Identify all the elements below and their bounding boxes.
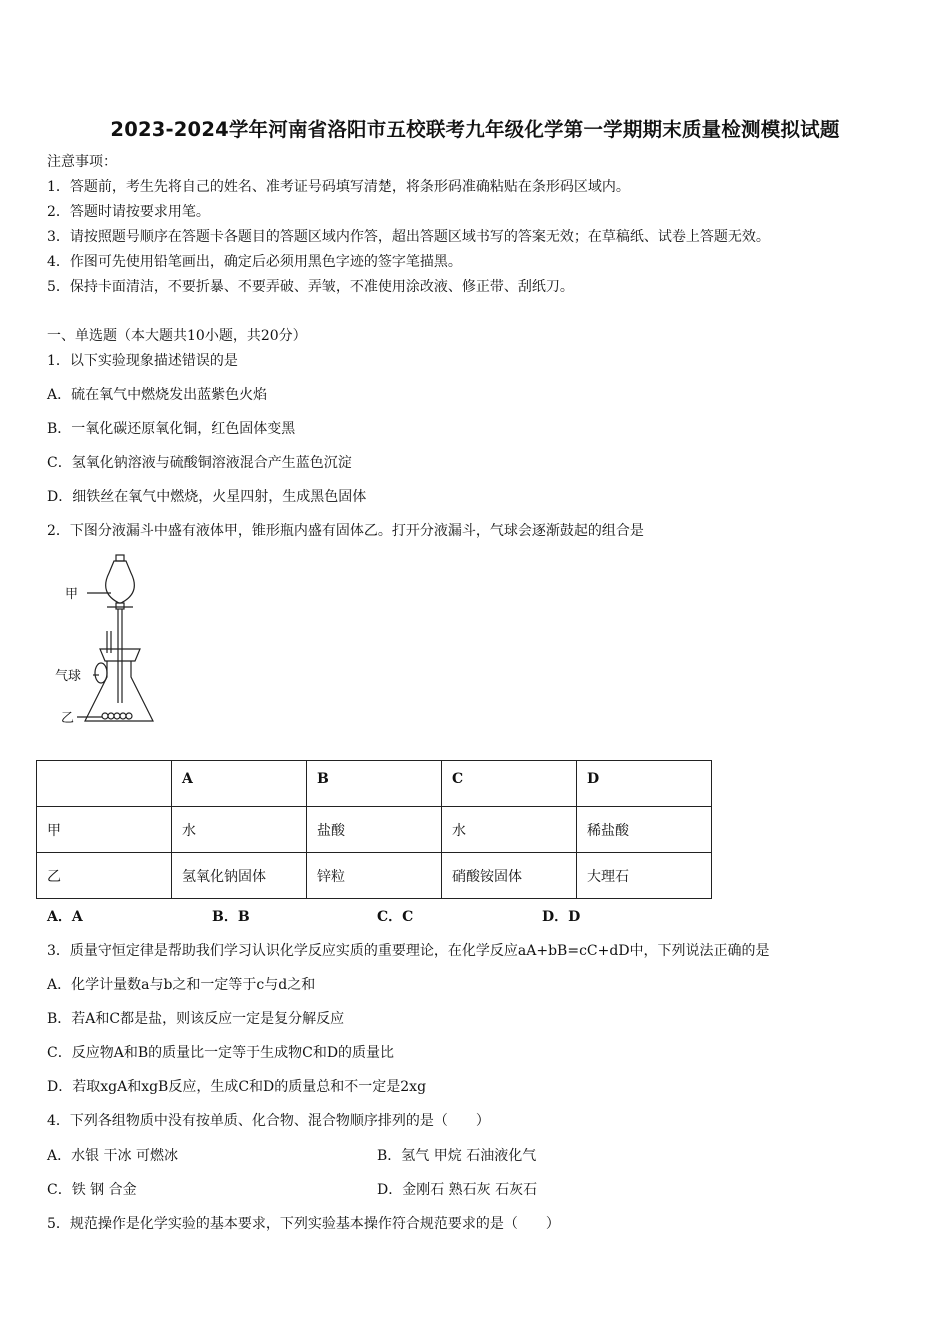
- table-row: [37, 853, 712, 899]
- question-5-stem: 5．规范操作是化学实验的基本要求，下列实验基本操作符合规范要求的是（ ）: [47, 1216, 560, 1232]
- table-cell: A: [172, 761, 307, 807]
- question-3-option-d: D．若取xgA和xgB反应，生成C和D的质量总和不一定是2xg: [47, 1079, 427, 1095]
- section-heading: 一、单选题（本大题共10小题，共20分）: [47, 328, 307, 344]
- table-cell: 水: [442, 807, 577, 853]
- question-1-option-b: B．一氧化碳还原氧化铜，红色固体变黑: [47, 421, 296, 437]
- note-item: 5．保持卡面清洁，不要折暴、不要弄破、弄皱，不准使用涂改液、修正带、刮纸刀。: [47, 279, 574, 295]
- solid-particle: [114, 713, 120, 719]
- table-cell: D: [577, 761, 712, 807]
- label-yi: 乙: [61, 711, 75, 726]
- table-cell: 大理石: [577, 853, 712, 899]
- answer-option-a: A．A: [47, 909, 83, 925]
- table-cell: 盐酸: [307, 807, 442, 853]
- note-item: 4．作图可先使用铅笔画出，确定后必须用黑色字迹的签字笔描黑。: [47, 254, 462, 270]
- stopcock: [116, 603, 124, 609]
- question-3-option-a: A．化学计量数a与b之和一定等于c与d之和: [47, 977, 316, 993]
- table-cell: 硝酸铵固体: [442, 853, 577, 899]
- question-3-stem: 3．质量守恒定律是帮助我们学习认识化学反应实质的重要理论，在化学反应aA+bB=cC+dD中，下列说法正确的是: [47, 943, 770, 959]
- table-cell: C: [442, 761, 577, 807]
- options-table: [36, 760, 712, 899]
- question-4-option-d: D．金刚石 熟石灰 石灰石: [377, 1182, 538, 1198]
- question-1-option-d: D．细铁丝在氧气中燃烧，火星四射，生成黑色固体: [47, 489, 367, 505]
- label-jia: 甲: [65, 587, 79, 602]
- table-cell: [37, 761, 172, 807]
- answer-option-c: C．C: [377, 909, 414, 925]
- apparatus-figure: [55, 553, 175, 733]
- question-2-stem: 2．下图分液漏斗中盛有液体甲，锥形瓶内盛有固体乙。打开分液漏斗，气球会逐渐鼓起的组合是: [47, 523, 644, 539]
- question-4-option-c: C．铁 钢 合金: [47, 1182, 137, 1198]
- question-1-stem: 1．以下实验现象描述错误的是: [47, 353, 238, 369]
- table-cell: 氢氧化钠固体: [172, 853, 307, 899]
- answer-option-b: B．B: [212, 909, 250, 925]
- table-cell: 乙: [37, 853, 172, 899]
- question-1-option-c: C．氢氧化钠溶液与硫酸铜溶液混合产生蓝色沉淀: [47, 455, 352, 471]
- answer-option-d: D．D: [542, 909, 581, 925]
- notes-heading: 注意事项：: [47, 154, 117, 170]
- balloon: [95, 663, 107, 683]
- question-1-option-a: A．硫在氧气中燃烧发出蓝紫色火焰: [47, 387, 268, 403]
- table-cell: 水: [172, 807, 307, 853]
- note-item: 2．答题时请按要求用笔。: [47, 204, 210, 220]
- solid-particle: [102, 713, 108, 719]
- solid-particle: [126, 713, 132, 719]
- table-cell: 锌粒: [307, 853, 442, 899]
- table-cell: 甲: [37, 807, 172, 853]
- page-title: 2023-2024学年河南省洛阳市五校联考九年级化学第一学期期末质量检测模拟试题: [110, 118, 840, 141]
- note-item: 3．请按照题号顺序在答题卡各题目的答题区域内作答，超出答题区域书写的答案无效；在草稿纸、试卷上答题无效。: [47, 229, 770, 245]
- solid-particle: [120, 713, 126, 719]
- table-cell: B: [307, 761, 442, 807]
- table-header-row: [37, 761, 712, 807]
- flask-stopper: [100, 649, 140, 661]
- question-4-stem: 4．下列各组物质中没有按单质、化合物、混合物顺序排列的是（ ）: [47, 1113, 490, 1129]
- question-4-option-b: B．氢气 甲烷 石油液化气: [377, 1148, 537, 1164]
- question-3-option-b: B．若A和C都是盐，则该反应一定是复分解反应: [47, 1011, 345, 1027]
- question-3-option-c: C．反应物A和B的质量比一定等于生成物C和D的质量比: [47, 1045, 395, 1061]
- table-row: [37, 807, 712, 853]
- solid-particle: [108, 713, 114, 719]
- table-cell: 稀盐酸: [577, 807, 712, 853]
- label-balloon: 气球: [55, 669, 82, 684]
- question-4-option-a: A．水银 干冰 可燃冰: [47, 1148, 179, 1164]
- separatory-funnel: [106, 561, 135, 603]
- funnel-stopper: [116, 555, 124, 561]
- note-item: 1．答题前，考生先将自己的姓名、准考证号码填写清楚，将条形码准确粘贴在条形码区域内。: [47, 179, 630, 195]
